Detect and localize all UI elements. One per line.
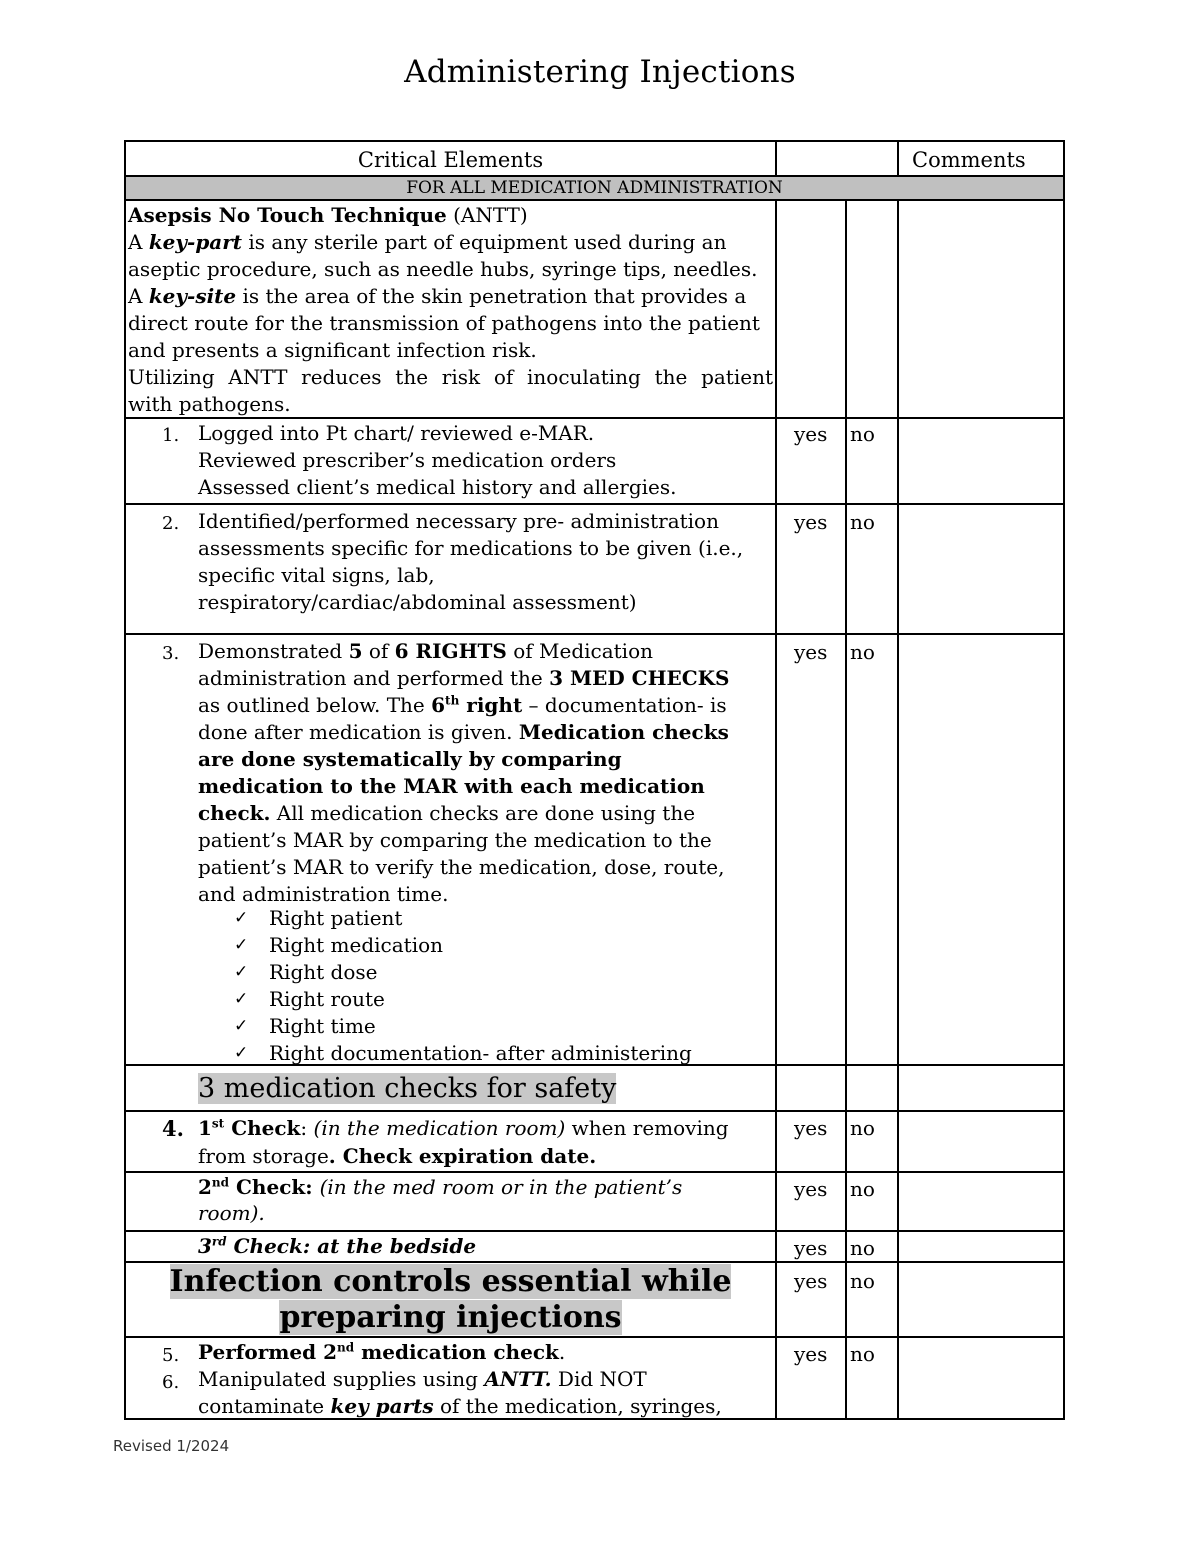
right-item: Right time <box>269 1014 376 1038</box>
item-4-text: 1st Check: (in the medication room) when removing from storage. Check expiration date. <box>198 1116 729 1168</box>
column-divider <box>845 200 847 1418</box>
item-5-6-text: Performed 2nd medication check. Manipulated supplies using ANTT. Did NOT contaminate key parts of the medication, syringes, <box>198 1340 722 1418</box>
header-critical-elements: Critical Elements <box>357 148 544 172</box>
yes-option[interactable]: yes <box>794 1269 828 1293</box>
yes-option[interactable]: yes <box>794 1116 828 1140</box>
check-icon: ✓ <box>234 1016 249 1036</box>
column-divider <box>775 142 777 1418</box>
checklist-table <box>124 140 1065 1420</box>
column-divider <box>897 142 899 1418</box>
checks-heading: 3 medication checks for safety <box>198 1073 617 1104</box>
header-comments: Comments <box>912 148 1026 172</box>
yes-option[interactable]: yes <box>794 510 828 534</box>
yes-option[interactable]: yes <box>794 640 828 664</box>
infection-heading: Infection controls essential while preparing injections <box>169 1264 732 1335</box>
right-item: Right documentation- after administering <box>269 1041 692 1065</box>
no-option[interactable]: no <box>850 1236 875 1260</box>
item-number: 5. <box>162 1345 180 1366</box>
yes-option[interactable]: yes <box>794 422 828 446</box>
page-title: Administering Injections <box>404 54 796 90</box>
check-icon: ✓ <box>234 935 249 955</box>
no-option[interactable]: no <box>850 1269 875 1293</box>
check-icon: ✓ <box>234 908 249 928</box>
item-number: 6. <box>162 1372 180 1393</box>
no-option[interactable]: no <box>850 640 875 664</box>
check-3-text: 3rd Check: at the bedside <box>198 1234 477 1258</box>
right-item: Right dose <box>269 960 378 984</box>
item-2-text: Identified/performed necessary pre- administration assessments specific for medications to be given (i.e., specific vital signs, lab, respiratory/cardiac/abdominal assessment) <box>198 509 744 614</box>
no-option[interactable]: no <box>850 1116 875 1140</box>
check-2-text: 2nd Check: (in the med room or in the patient’s room). <box>198 1175 683 1225</box>
item-number: 4. <box>162 1116 184 1141</box>
item-number: 1. <box>162 425 180 446</box>
check-icon: ✓ <box>234 989 249 1009</box>
antt-description: Asepsis No Touch Technique (ANTT) A key-part is any sterile part of equipment used during an aseptic procedure, such as needle hubs, syringe tips, needles. A key-site is the area of the skin penetration that provides a direct route for the transmission of pathogens into the patient and presents a significant infection risk. Utilizing ANTT reduces the risk of inoculating the patient with pathogens. <box>128 203 773 416</box>
yes-option[interactable]: yes <box>794 1177 828 1201</box>
item-3-text: Demonstrated 5 of 6 RIGHTS of Medication administration and performed the 3 MED CHECKS as outlined below. The 6th right – documentation- is done after medication is given. Medication checks are done systematically by comparing medication to the MAR with each medication check. All medication checks are done using the patient’s MAR by comparing the medication to the patient’s MAR to verify the medication, dose, route, and administration time. <box>198 639 730 906</box>
item-number: 3. <box>162 643 180 664</box>
check-icon: ✓ <box>234 1043 249 1063</box>
yes-option[interactable]: yes <box>794 1236 828 1260</box>
section-header: FOR ALL MEDICATION ADMINISTRATION <box>406 178 783 198</box>
no-option[interactable]: no <box>850 1177 875 1201</box>
yes-option[interactable]: yes <box>794 1342 828 1366</box>
check-icon: ✓ <box>234 962 249 982</box>
no-option[interactable]: no <box>850 510 875 534</box>
no-option[interactable]: no <box>850 1342 875 1366</box>
right-item: Right medication <box>269 933 444 957</box>
no-option[interactable]: no <box>850 422 875 446</box>
right-item: Right route <box>269 987 385 1011</box>
right-item: Right patient <box>269 906 403 930</box>
item-number: 2. <box>162 513 180 534</box>
revision-footer: Revised 1/2024 <box>113 1437 230 1455</box>
item-1-text: Logged into Pt chart/ reviewed e-MAR. Reviewed prescriber’s medication orders Assessed client’s medical history and allergies. <box>198 421 677 499</box>
